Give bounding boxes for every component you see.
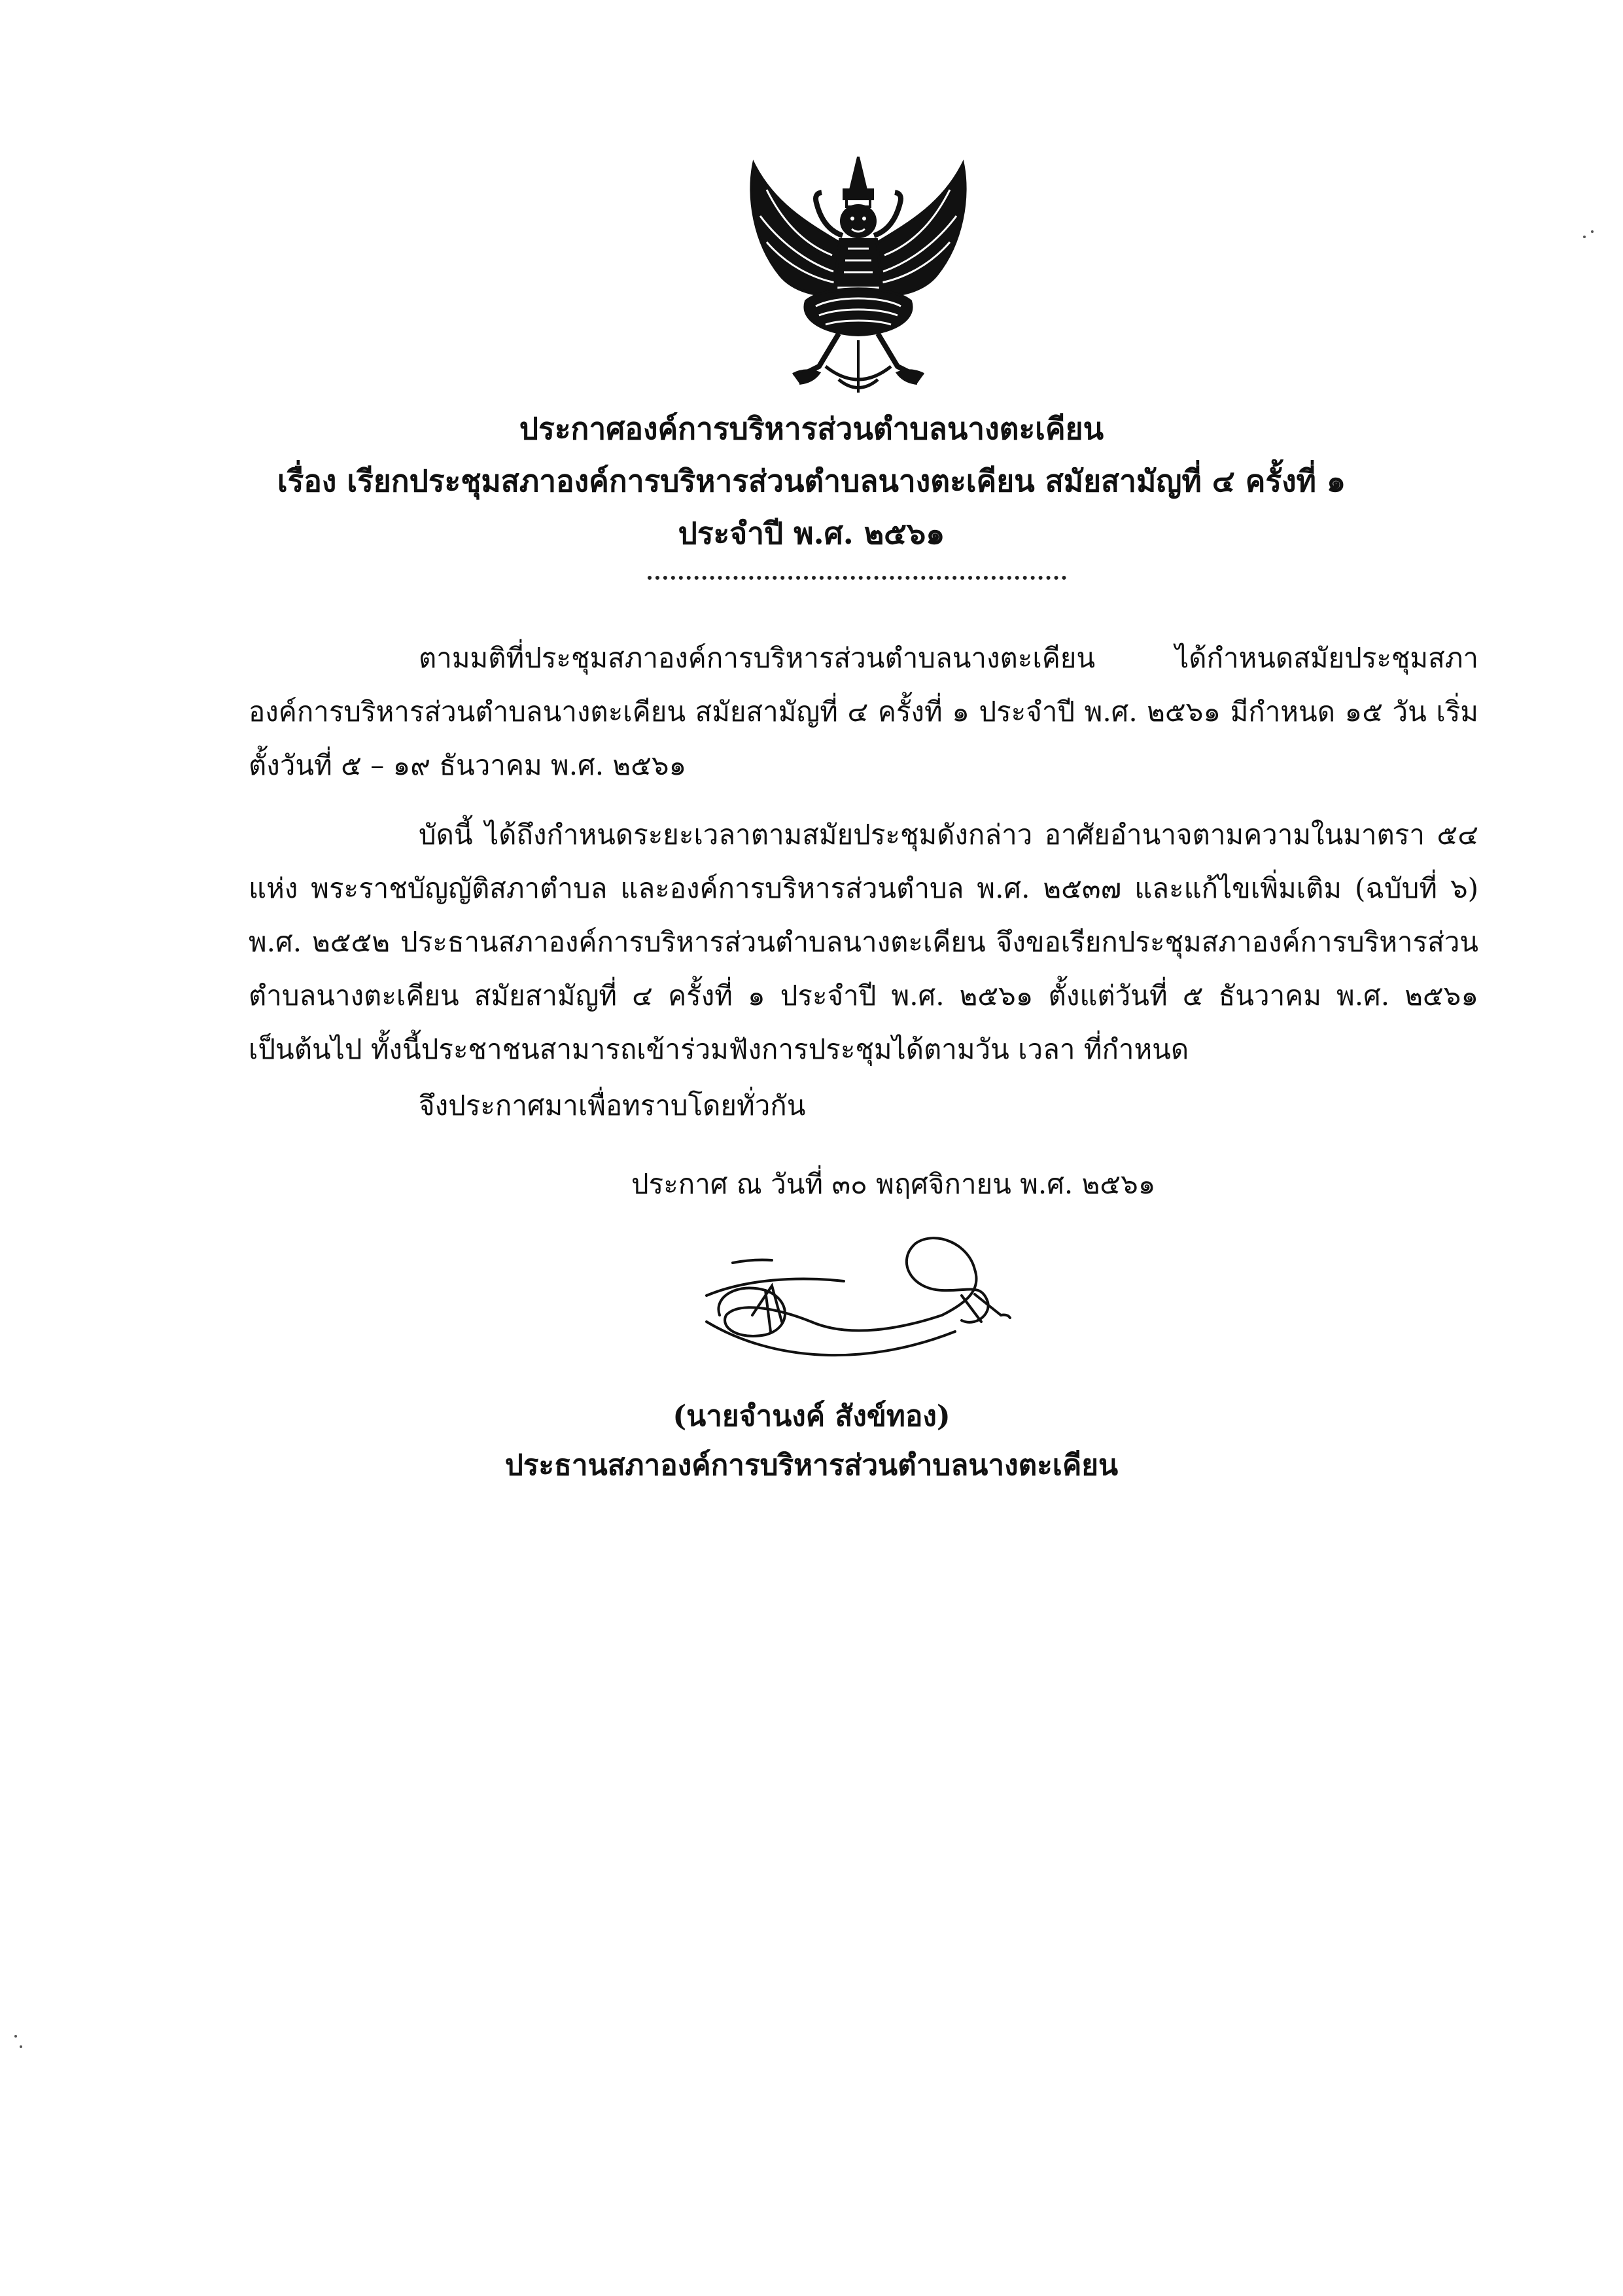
signer-name: (นายจำนงค์ สังข์ทอง) [672,1400,951,1433]
signer-title: ประธานสภาองค์การบริหารส่วนตำบลนางตะเคียน [504,1449,1119,1482]
handwritten-signature-icon [693,1217,1060,1374]
scan-speck [20,2045,22,2048]
garuda-emblem-icon [727,144,989,406]
body-paragraph-2-text: บัดนี้ ได้ถึงกำหนดระยะเวลาตามสมัยประชุมดังกล่าว อาศัยอำนาจตามความในมาตรา ๕๔ แห่ง พระราชบัญญัติสภาตำบล และองค์การบริหารส่วนตำบล พ.ศ. ๒๕๓๗ และแก้ไขเพิ่มเติม (ฉบับที่ ๖) พ.ศ. ๒๕๕๒ ประธานสภาองค์การบริหารส่วนตำบลนางตะเคียน จึงขอเรียกประชุมสภาองค์การบริหารส่วนตำบลนางตะเคียน สมัยสามัญที่ ๔ ครั้งที่ ๑ ประจำปี พ.ศ. ๒๕๖๑ ตั้งแต่วันที่ ๕ ธันวาคม พ.ศ. ๒๕๖๑ เป็นต้นไป ทั้งนี้ประชาชนสามารถเข้าร่วมฟังการประชุมได้ตามวัน เวลา ที่กำหนด [249,819,1478,1065]
body-paragraph-2 [249,808,1478,1076]
body-paragraph-1 [249,631,1478,792]
dotted-divider [648,576,1066,580]
scan-speck [14,2035,17,2038]
body-paragraph-1-text: ตามมติที่ประชุมสภาองค์การบริหารส่วนตำบลนางตะเคียน ได้กำหนดสมัยประชุมสภาองค์การบริหารส่วนตำบลนางตะเคียน สมัยสามัญที่ ๔ ครั้งที่ ๑ ประจำปี พ.ศ. ๒๕๖๑ มีกำหนด ๑๕ วัน เริ่มตั้งวันที่ ๕ – ๑๙ ธันวาคม พ.ศ. ๒๕๖๑ [249,642,1478,781]
scan-speck [1591,230,1594,233]
announcement-date: ประกาศ ณ วันที่ ๓๐ พฤศจิกายน พ.ศ. ๒๕๖๑ [631,1168,1156,1200]
announcement-title: ประกาศองค์การบริหารส่วนตำบลนางตะเคียน [519,411,1104,446]
announcement-subject: เรื่อง เรียกประชุมสภาองค์การบริหารส่วนตำบลนางตะเคียน สมัยสามัญที่ ๔ ครั้งที่ ๑ [277,463,1346,499]
announcement-year: ประจำปี พ.ศ. ๒๕๖๑ [678,516,945,551]
scan-speck [1583,236,1586,238]
closing-statement: จึงประกาศมาเพื่อทราบโดยทั่วกัน [419,1089,806,1122]
